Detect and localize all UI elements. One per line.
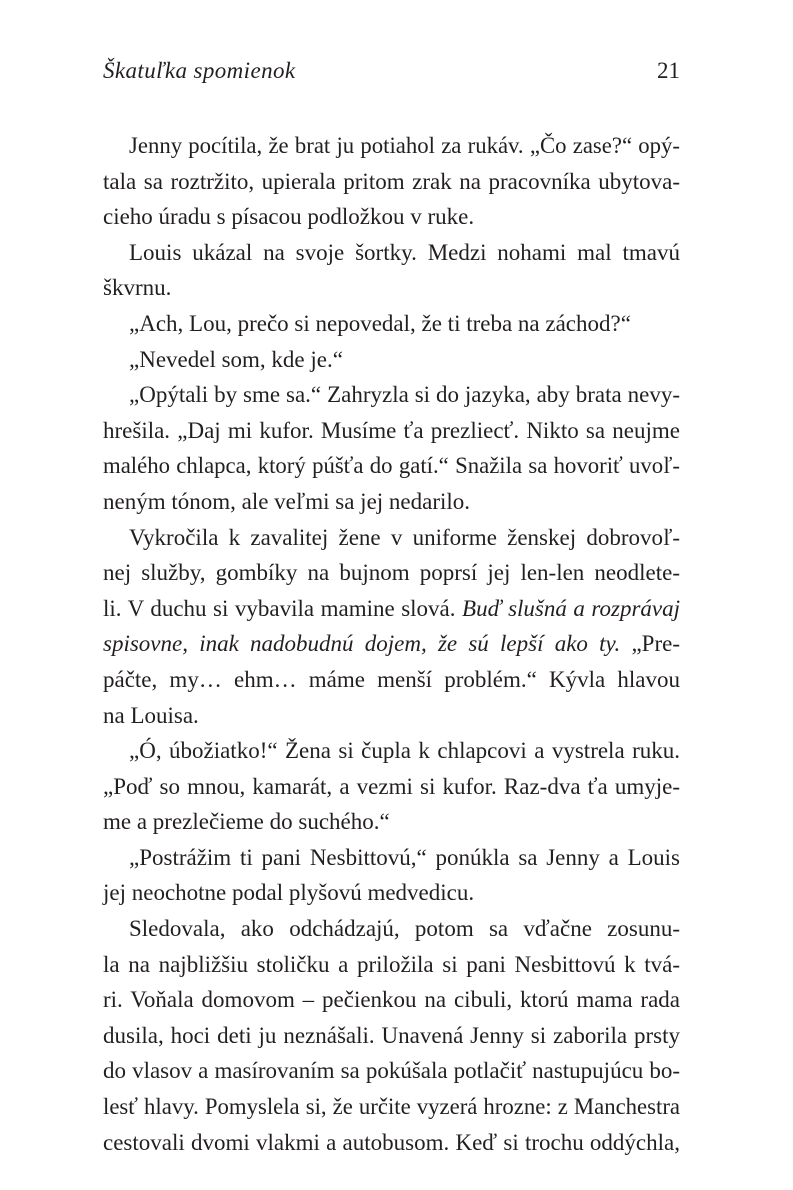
text-line: ri. Voňala domovom – pečienkou na cibuli, ktorú mama rada [103, 987, 680, 1013]
text-line: „Postrážim ti pani Nesbittovú,“ ponúkla sa Jenny a Louis [129, 844, 680, 870]
text-line: Jenny pocítila, že brat ju potiahol za rukáv. „Čo zase?“ opý- [129, 133, 680, 158]
text-line: „Opýtali by sme sa.“ Zahryzla si do jazyka, aby brata nevy- [129, 382, 680, 408]
page-header [103, 58, 680, 92]
text-line: hrešila. „Daj mi kufor. Musíme ťa prezliecť. Nikto sa neujme [103, 417, 680, 443]
text-line: „Ó, úbožiatko!“ Žena si čupla k chlapcovi a vystrela ruku. [129, 738, 680, 764]
text-line: „Ach, Lou, prečo si nepovedal, že ti treba na záchod?“ [129, 310, 631, 336]
text-segment: li. V duchu si vybavila mamine slová. [103, 595, 456, 621]
text-line: dusila, hoci deti ju neznášali. Unavená Jenny si zaborila prsty [103, 1022, 680, 1048]
page-number: 21 [657, 58, 680, 83]
text-line: tala sa roztržito, upierala pritom zrak na pracovníka ubytova- [103, 168, 680, 194]
text-line: Louis ukázal na svoje šortky. Medzi nohami mal tmavú [129, 239, 680, 265]
text-line: na Louisa. [103, 702, 199, 728]
text-line: neným tónom, ale veľmi sa jej nedarilo. [103, 488, 471, 514]
running-title: Škatuľka spomienok [103, 58, 296, 83]
text-line [103, 626, 680, 662]
text-line: nej služby, gombíky na bujnom poprsí jej len-len neodlete- [103, 560, 680, 586]
text-line: malého chlapca, ktorý púšťa do gatí.“ Snažila sa hovoriť uvoľ- [103, 453, 680, 479]
italic-text: Buď slušná a rozprávaj [462, 595, 680, 621]
text-line: lesť hlavy. Pomyslela si, že určite vyzerá hrozne: z Manchestra [103, 1094, 680, 1120]
text-line [103, 591, 680, 627]
body-text [103, 128, 680, 1160]
text-line: cieho úradu s písacou podložkou v ruke. [103, 204, 475, 230]
text-line: cestovali dvomi vlakmi a autobusom. Keď si trochu oddýchla, [103, 1129, 680, 1155]
text-line: páčte, my… ehm… máme menší problém.“ Kývla hlavou [103, 666, 680, 692]
text-line: me a prezlečieme do suchého.“ [103, 809, 390, 835]
text-line: škvrnu. [103, 275, 172, 301]
text-line: Sledovala, ako odchádzajú, potom sa vďačne zosunu- [129, 916, 680, 942]
text-segment: „Pre- [631, 631, 680, 657]
text-line: do vlasov a masírovaním sa pokúšala potlačiť nastupujúcu bo- [103, 1058, 680, 1084]
text-line: la na najbližšiu stoličku a priložila si pani Nesbittovú k tvá- [103, 951, 680, 977]
text-line: Vykročila k zavalitej žene v uniforme ženskej dobrovoľ- [129, 524, 680, 550]
italic-text: spisovne, inak nadobudnú dojem, že sú lepší ako ty. [103, 631, 621, 657]
text-line: jej neochotne podal plyšovú medvedicu. [103, 880, 475, 906]
text-line: „Nevedel som, kde je.“ [129, 346, 343, 372]
text-line: „Poď so mnou, kamarát, a vezmi si kufor. Raz-dva ťa umyje- [103, 773, 680, 799]
